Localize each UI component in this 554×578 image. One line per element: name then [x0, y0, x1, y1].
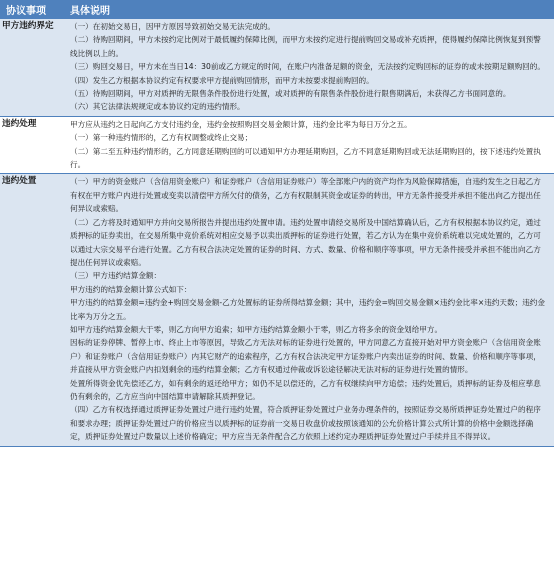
header-description: 具体说明 [64, 0, 554, 19]
row-content [64, 19, 554, 116]
table-row-default-definition [0, 19, 554, 116]
row-key: 违约处理 [0, 116, 64, 174]
row-content [64, 116, 554, 174]
table-row-default-handling [0, 116, 554, 174]
table-row-default-disposal [0, 174, 554, 446]
clause-line: （五）待购回期间，甲方对质押的无限售条件股份进行处置，或对质押的有限售条件股份进行限售期满后，未获得乙方书面同意的。 [70, 89, 511, 99]
clause-line: 处置所得资金优先偿还乙方，如有剩余的返还给甲方；如仍不足以偿还的，乙方有权继续向甲方追偿；违约处置后，质押标的证券及相应孳息仍有剩余的，乙方应当向中国结算申请解除其质押登记。 [70, 378, 541, 401]
clause-line: 甲方应从违约之日起向乙方支付违约金，违约金按照购回交易金额计算，违约金比率为每日万分之五。 [70, 119, 412, 129]
clause-line: （一）在初始交易日，因甲方原因导致初始交易无法完成的。 [70, 22, 276, 31]
clause-line: 如甲方违约结算金额大于零，则乙方向甲方追索；如甲方违约结算金额小于零，则乙方将多余的资金划给甲方。 [70, 324, 443, 334]
clause-line: （四）乙方有权选择通过质押证券处置过户进行违约处置，符合质押证券处置过户业务办理条件的，按照证券交易所质押证券处置过户的程序和要求办理；质押证券处置过户的价格应当以质押标的证券前一交易日收盘价或按照该通知的公允价格计算公式所计算的价格中金额选择确定，质押证券处置过户数量以上述价格确定；甲方应当无条件配合乙方依照上述约定办理质押证券处置过户手续并且不得异议。 [70, 405, 541, 442]
clause-line: （二）第二至五种违约情形的，乙方同意延期购回的可以通知甲方办理延期购回，乙方不同意延期购回或无法延期购回的，按下述违约处置执行。 [70, 146, 541, 170]
clause-line: 甲方违约的结算金额=违约金+购回交易金额-乙方处置标的证券所得结算金额；其中，违约金=购回交易金额×违约金比率×违约天数；违约金比率为万分之五。 [70, 298, 545, 321]
clause-line: （一）甲方的资金账户（含信用资金账户）和证券账户（含信用证券账户）等全部账户内的资产均作为风险保障措施，自违约发生之日起乙方有权在甲方账户内进行处置或变卖以清偿甲方所欠付的债务，乙方有权限制其资金或证券的转出，甲方无条件接受并承担不能出向乙方提出任何异议或索赔。 [70, 177, 541, 214]
clause-line: （二）乙方将及时通知甲方并向交易所报告并提出违约处置申请。违约处置申请经交易所及中国结算确认后，乙方有权根据本协议约定，通过质押标的证券卖出，在交易所集中竞价系统对相应交易予以卖出质押标的证券进行处置，若乙方认为在集中竞价系统难以完成处置的，乙方可以通过大宗交易平台进行处置。乙方有权合法决定处置的证券的时间、方式、数量、价格和顺序等事项，甲方无条件接受并承担不能出向乙方提出任何异议或索赔。 [70, 217, 541, 267]
clause-line: 因标的证券停牌、暂停上市、终止上市等原因，导致乙方无法对标的证券进行处置的，甲方同意乙方直接开始对甲方资金账户（含信用资金账户）和证券账户（含信用证券账户）内其它财产的追索程序，乙方有权合法决定甲方证券账户内卖出证券的时间、数量、价格和顺序等事项，并直接从甲方资金账户内扣划剩余的违约结算金额；乙方有权通过仲裁或诉讼途径解决无法对标的证券进行处置的情形。 [70, 338, 541, 375]
clause-line: 甲方违约的结算金额计算公式如下： [70, 284, 192, 294]
row-key: 甲方违约界定 [0, 19, 64, 116]
clause-line: （三）购回交易日，甲方未在当日14：30前或乙方规定的时间，在账户内准备足额的资金，无法按约定购回标的证券的或未按期足额购回的。 [70, 62, 545, 72]
table-header-row [0, 0, 554, 19]
row-key: 违约处置 [0, 174, 64, 446]
clause-line: （二）待购回期间，甲方未按约定比例对于最低履约保障比例，而甲方未按约定进行提前购回交易或补充质押，使得履约保障比例恢复到预警线比例以上的。 [70, 35, 541, 58]
clause-line: （四）发生乙方根据本协议约定有权要求甲方提前购回情形，而甲方未按要求提前购回的。 [70, 75, 374, 85]
clause-line: （六）其它法律法规规定或本协议约定的违约情形。 [70, 102, 245, 112]
header-item: 协议事项 [0, 0, 64, 19]
row-content [64, 174, 554, 446]
clause-line: （一）第一种违约情形的，乙方有权调整或终止交易； [70, 133, 253, 143]
clause-line: （三）甲方违约结算金额： [70, 271, 162, 281]
